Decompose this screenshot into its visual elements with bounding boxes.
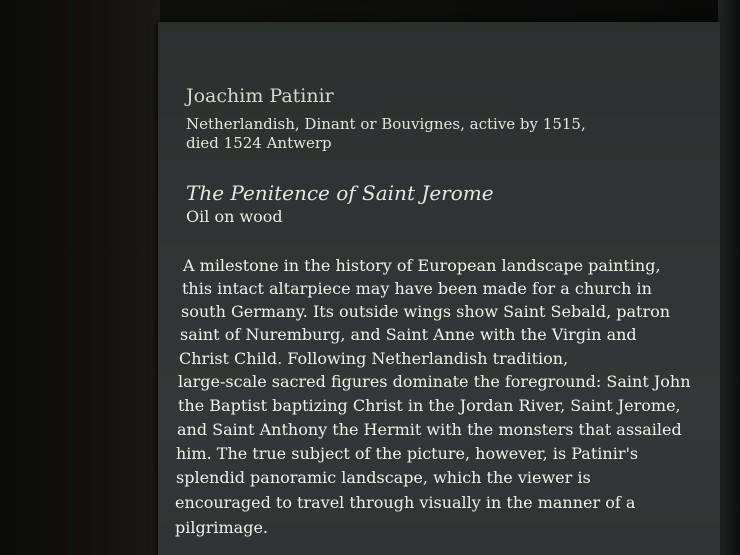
description-line: splendid panoramic landscape, which the viewer is [176, 468, 591, 487]
artwork-medium: Oil on wood [186, 207, 283, 226]
description-line: encouraged to travel through visually in the manner of a [175, 493, 636, 512]
artist-name: Joachim Patinir [186, 85, 334, 107]
artwork-title: The Penitence of Saint Jerome [186, 181, 494, 205]
description-line: the Baptist baptizing Christ in the Jordan River, Saint Jerome, [178, 396, 681, 415]
description-line: A milestone in the history of European landscape painting, [183, 256, 661, 275]
artist-info-line: died 1524 Antwerp [186, 134, 332, 152]
description-line: south Germany. Its outside wings show Saint Sebald, patron [181, 302, 671, 321]
description-line: saint of Nuremburg, and Saint Anne with the Virgin and [180, 325, 637, 344]
description-line: pilgrimage. [175, 518, 268, 537]
dark-wall-right [718, 0, 740, 555]
artist-info-line: Netherlandish, Dinant or Bouvignes, active by 1515, [186, 115, 586, 133]
dark-wall-left [0, 0, 160, 555]
description-line: this intact altarpiece may have been made for a church in [182, 279, 652, 298]
description-line: Christ Child. Following Netherlandish tradition, [179, 349, 569, 368]
description-line: and Saint Anthony the Hermit with the monsters that assailed [177, 420, 682, 439]
description-line: him. The true subject of the picture, however, is Patinir's [176, 444, 639, 463]
description-line: large-scale sacred figures dominate the foreground: Saint John [178, 372, 691, 391]
